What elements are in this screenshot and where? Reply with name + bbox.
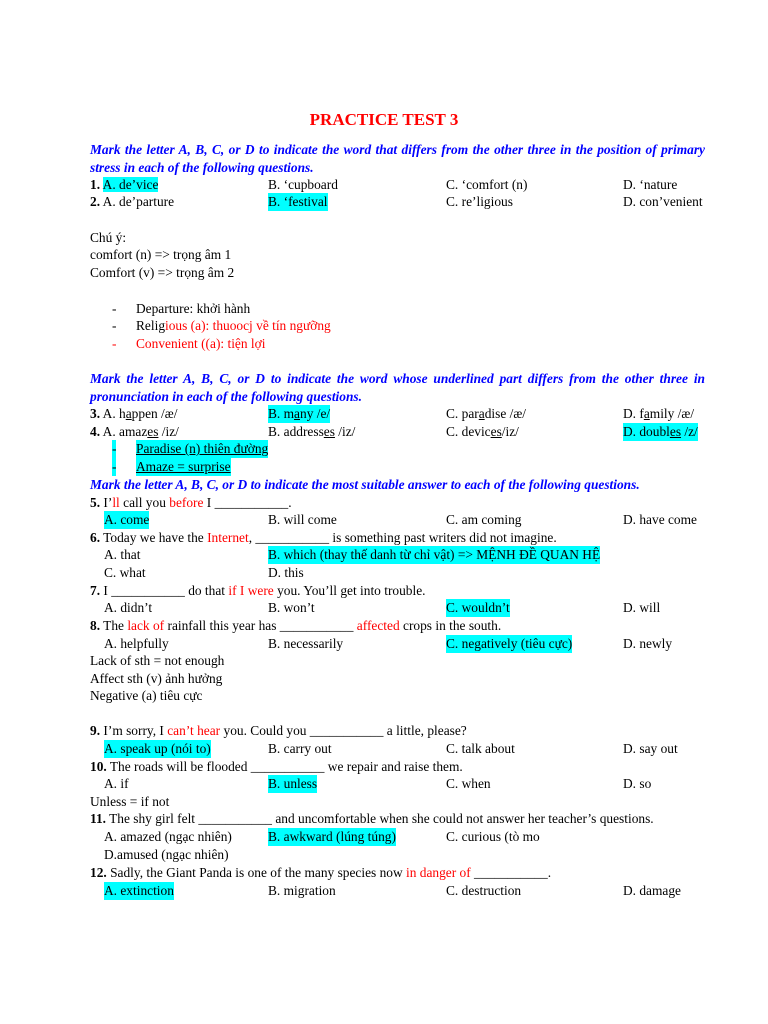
- q1-number: 1.: [90, 177, 101, 192]
- question-9-stem: 9. I’m sorry, I can’t hear you. Could you ___________ a little, please?: [90, 723, 467, 738]
- q4-number: 4.: [90, 424, 101, 439]
- q5-option-d: D. have come: [623, 512, 697, 527]
- q2-option-d: D. con’venient: [623, 194, 703, 209]
- q1-option-a: A. de’vice: [102, 177, 159, 192]
- q3-option-d: D. family /æ/: [623, 406, 695, 421]
- q4-option-c: C. devices/iz/: [446, 424, 519, 439]
- section1-instruction: Mark the letter A, B, C, or D to indicate the word that differs from the other three in the position of primary stress in each of the following questions.: [90, 142, 705, 175]
- q12-option-b: B. migration: [268, 883, 336, 898]
- q9-option-d: D. say out: [623, 741, 678, 756]
- note-line: Lack of sth = not enough: [90, 653, 225, 668]
- note-line: Negative (a) tiêu cực: [90, 688, 203, 703]
- section2-instruction: Mark the letter A, B, C, or D to indicate the word whose underlined part differs from the other three in pronunciation in each of the following questions.: [90, 371, 705, 404]
- question-11-stem: 11. The shy girl felt ___________ and uncomfortable when she could not answer her teacher’s questions.: [90, 811, 654, 826]
- note-line: Comfort (v) => trọng âm 2: [90, 265, 235, 280]
- q6-option-c: C. what: [104, 565, 146, 580]
- q12-option-c: C. destruction: [446, 883, 522, 898]
- q2-option-c: C. re’ligious: [446, 194, 513, 209]
- q3-option-a: A. happen /æ/: [102, 406, 178, 421]
- q2-number: 2.: [90, 194, 101, 209]
- note-line: comfort (n) => trọng âm 1: [90, 247, 232, 262]
- q7-option-a: A. didn’t: [104, 600, 153, 615]
- q11-option-d: D.amused (ngạc nhiên): [104, 847, 229, 862]
- q10-option-b: B. unless: [268, 776, 318, 791]
- q9-option-c: C. talk about: [446, 741, 515, 756]
- q10-option-a: A. if: [104, 776, 129, 791]
- q2-option-b: B. ‘festival: [268, 194, 328, 209]
- question-5-stem: 5. I’ll call you before I ___________.: [90, 495, 292, 510]
- note-line: Chú ý:: [90, 230, 127, 245]
- q8-option-c: C. negatively (tiêu cực): [446, 636, 573, 651]
- q6-option-b: B. which (thay thế danh từ chỉ vật) => MỆNH ĐỀ QUAN HỆ: [268, 547, 601, 562]
- q12-option-a: A. extinction: [104, 883, 174, 898]
- q3-number: 3.: [90, 406, 101, 421]
- q6-option-a: A. that: [104, 547, 141, 562]
- q7-option-d: D. will: [623, 600, 661, 615]
- note-line: Affect sth (v) ảnh hưởng: [90, 671, 223, 686]
- q9-option-b: B. carry out: [268, 741, 332, 756]
- q11-option-c: C. curious (tò mo: [446, 829, 540, 844]
- q9-option-a: A. speak up (nói to): [104, 741, 211, 756]
- bullet-text: Religious (a): thuoocj về tín ngưỡng: [136, 318, 331, 333]
- q10-option-c: C. when: [446, 776, 491, 791]
- document-page: PRACTICE TEST 3 Mark the letter A, B, C, or D to indicate the word that differs from the other three in the position of primary stress in each of the following questions. 1. A. de’vice B. ‘cupboard C. ‘comfort (n) D. ‘nature 2. A. de’parture B. ‘festival C. re’ligious D. con’venient Chú ý: comfort (n) => trọng âm 1 Comfort (v) => trọng âm 2 - Departure: khởi hành - Religious (a): thuoocj về tín ngưỡng - Convenient ((a): tiện lợi Mark the letter A, B, C, or D to indicate the word whose underlined part differs from the other three in pronunciation in each of the following questions. 3. A. happen /æ/ B. many /e/ C. paradise /æ/ D. family /æ/ 4. A. amazes /iz/ B. addresses /iz/ C. devices/iz/ D. doubles /z/ - Paradise (n) thiên đường - Amaze = surprise Mark the letter A, B, C, or D to indicate the most suitable answer to each of the following questions. 5. I’ll call you before I ___________. A. come B. will come C. am coming D. have come 6. Today we have the Internet, ___________ is something past writers did not imagine. A. that B. which (thay thế danh từ chỉ vật) => MỆNH ĐỀ QUAN HỆ C. what D. this 7. I ___________ do that if I were you. You’ll get into trouble. A. didn’t B. won’t C. wouldn’t D. will 8. The lack of rainfall this year has ___________ affected crops in the south. A. helpfully B. necessarily C. negatively (tiêu cực) D. newly Lack of sth = not enough Affect sth (v) ảnh hưởng Negative (a) tiêu cực 9. I’m sorry, I can’t hear you. Could you ___________ a little, please? A. speak up (nói to) B. carry out C. talk about D. say out 10. The roads will be flooded ___________ we repair and raise them. A. if B. unless C. when D. so Unless = if not 11. The shy girl felt ___________ and uncomfortable when she could not answer her teacher’s questions. A. amazed (ngạc nhiên) B. awkward (lúng túng) C. curious (tò mo D.amused (ngạc nhiên) 12. Sadly, the Giant Panda is one of the many species now in danger of ___________. A. extinction B. migration C. destruction D. damage: [0, 0, 768, 1024]
- q1-option-b: B. ‘cupboard: [268, 177, 338, 192]
- bullet-text: Amaze = surprise: [136, 459, 231, 474]
- question-8-stem: 8. The lack of rainfall this year has ___________ affected crops in the south.: [90, 618, 502, 633]
- note-line: Unless = if not: [90, 794, 170, 809]
- q11-option-b: B. awkward (lúng túng): [268, 829, 396, 844]
- q2-option-a: A. de’parture: [102, 194, 175, 209]
- section3-instruction: Mark the letter A, B, C, or D to indicate the most suitable answer to each of the following questions.: [90, 477, 640, 492]
- q7-option-c: C. wouldn’t: [446, 600, 510, 615]
- q11-option-a: A. amazed (ngạc nhiên): [104, 829, 232, 844]
- question-10-stem: 10. The roads will be flooded ___________ we repair and raise them.: [90, 759, 463, 774]
- page-title: PRACTICE TEST 3: [309, 110, 459, 129]
- q3-option-c: C. paradise /æ/: [446, 406, 526, 421]
- q5-option-b: B. will come: [268, 512, 337, 527]
- q1-option-d: D. ‘nature: [623, 177, 678, 192]
- q6-option-d: D. this: [268, 565, 304, 580]
- q4-option-b: B. addresses /iz/: [268, 424, 356, 439]
- question-12-stem: 12. Sadly, the Giant Panda is one of the many species now in danger of ___________.: [90, 865, 552, 880]
- question-6-stem: 6. Today we have the Internet, ___________ is something past writers did not imagine.: [90, 530, 557, 545]
- question-7-stem: 7. I ___________ do that if I were you. You’ll get into trouble.: [90, 583, 426, 598]
- q7-option-b: B. won’t: [268, 600, 315, 615]
- q12-option-d: D. damage: [623, 883, 682, 898]
- q10-option-d: D. so: [623, 776, 652, 791]
- q4-option-a: A. amazes /iz/: [102, 424, 179, 439]
- bullet-text: Departure: khởi hành: [136, 301, 251, 316]
- q8-option-d: D. newly: [623, 636, 673, 651]
- q8-option-a: A. helpfully: [104, 636, 169, 651]
- q1-option-c: C. ‘comfort (n): [446, 177, 528, 192]
- q5-option-c: C. am coming: [446, 512, 522, 527]
- q5-option-a: A. come: [104, 512, 150, 527]
- bullet-text: Convenient ((a): tiện lợi: [136, 336, 266, 351]
- q4-option-d: D. doubles /z/: [623, 424, 698, 439]
- q8-option-b: B. necessarily: [268, 636, 344, 651]
- bullet-text: Paradise (n) thiên đường: [136, 441, 269, 456]
- q3-option-b: B. many /e/: [268, 406, 331, 421]
